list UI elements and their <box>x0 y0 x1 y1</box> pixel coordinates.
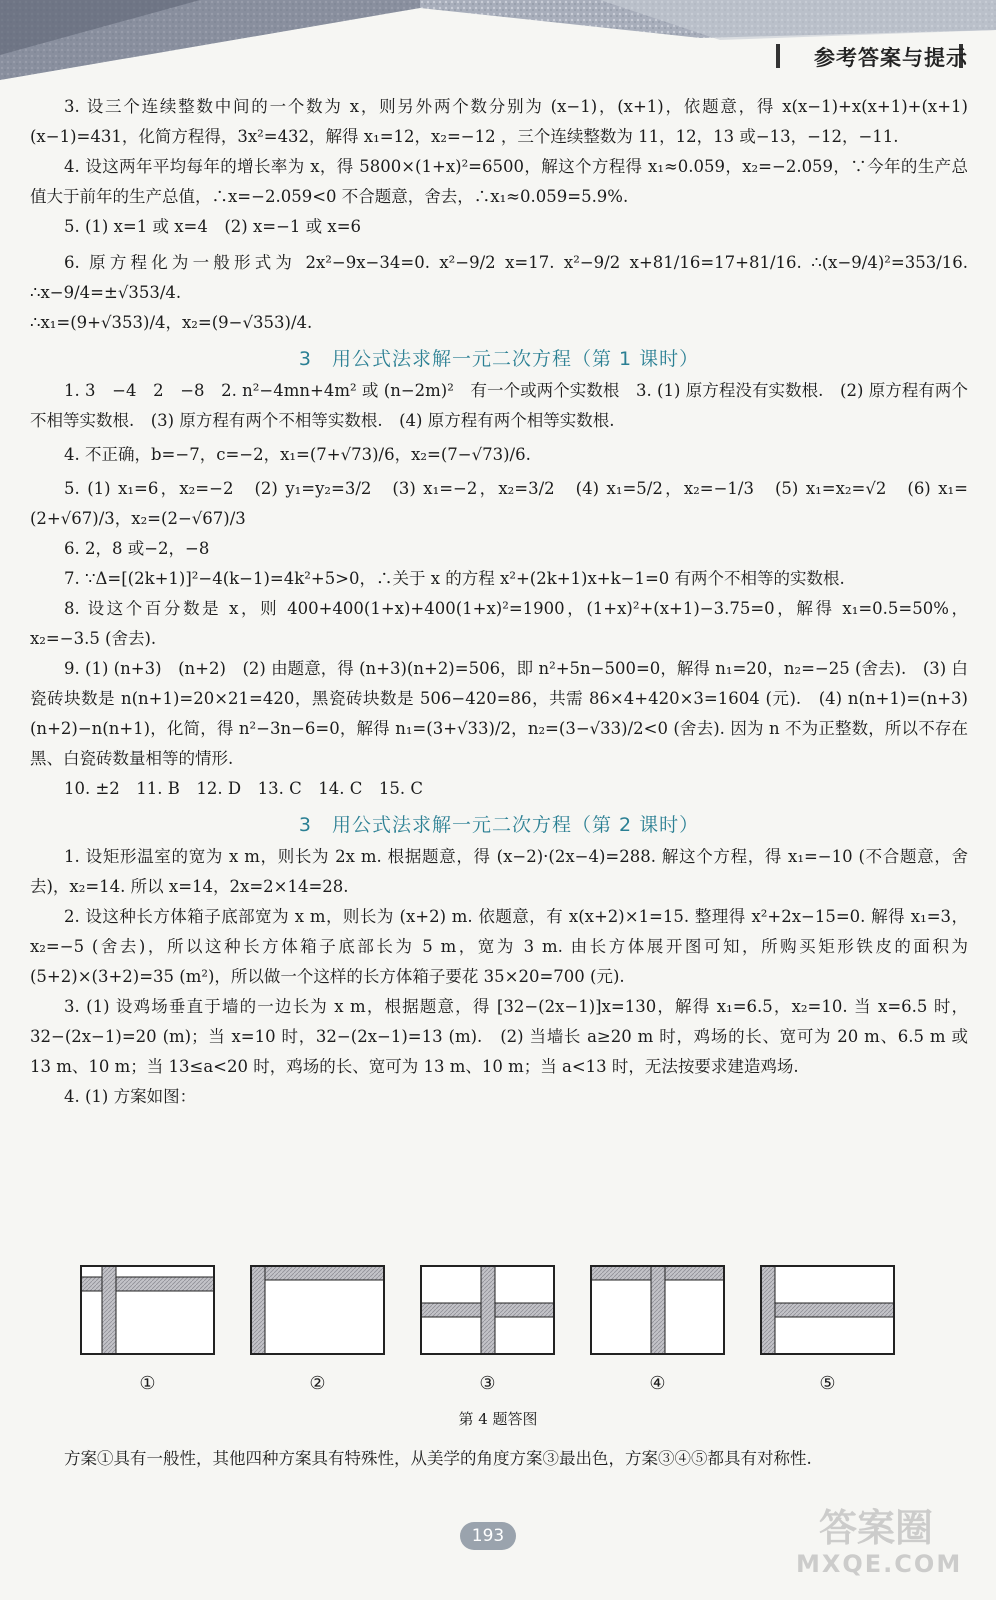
section-title-lesson-2: 3 用公式法求解一元二次方程（第 2 课时） <box>298 814 700 836</box>
s1-answer-10-15: 10. ±2 11. B 12. D 13. C 14. C 15. C <box>64 779 423 798</box>
page-number: 193 <box>460 1522 516 1550</box>
s1-answer-9: 9. (1) (n+3) (n+2) (2) 由题意，得 (n+3)(n+2)=506，即 n²+5n−500=0，解得 n₁=20，n₂=−25 (舍去). (3) 白瓷砖块数是 n(n+1)=20×21=420，黑瓷砖块数是 506−420=86，共需 86×4+420×3=1604 (元). (4) n(n+1)=(n+3)(n+2)−n(n+1)，化简，得 n²−3n−6=0，解得 n₁=(3+√33)/2，n₂=(3−√33)/2<0 (舍去). 因为 n 不为正整数，所以不存在黑、白瓷砖数量相等的情形. <box>30 659 968 768</box>
figure-caption: 第 4 题答图 <box>458 1410 538 1428</box>
s1-answer-7: 7. ∵Δ=[(2k+1)]²−4(k−1)=4k²+5>0，∴关于 x 的方程 x²+(2k+1)x+k−1=0 有两个不相等的实数根. <box>64 569 845 588</box>
scheme-figure-3 <box>420 1265 555 1355</box>
scheme-figure-4 <box>590 1265 725 1355</box>
scheme-label-1: ① <box>139 1373 156 1394</box>
header-bar-left <box>776 44 780 68</box>
answer-3: 3. 设三个连续整数中间的一个数为 x，则另外两个数分别为 (x−1)，(x+1)，依题意，得 x(x−1)+x(x+1)+(x+1)(x−1)=431，化简方程得，3x²=432，解得 x₁=12，x₂=−12 ，三个连续整数为 11，12，13 或−13，−12，−11. <box>30 97 968 146</box>
s1-answer-5: 5. (1) x₁=6，x₂=−2 (2) y₁=y₂=3/2 (3) x₁=−2，x₂=3/2 (4) x₁=5/2，x₂=−1/3 (5) x₁=x₂=√2 (6) x₁=(2+√67)/3，x₂=(2−√67)/3 <box>30 479 968 528</box>
scheme-figure-5 <box>760 1265 895 1355</box>
watermark-line-2: MXQE.COM <box>796 1550 963 1578</box>
s2-answer-1: 1. 设矩形温室的宽为 x m，则长为 2x m. 根据题意，得 (x−2)·(2x−4)=288. 解这个方程，得 x₁=−10 (不合题意，舍去)，x₂=14. 所以 x=14，2x=2×14=28. <box>30 847 968 896</box>
answer-content <box>30 92 968 1112</box>
s2-answer-2: 2. 设这种长方体箱子底部宽为 x m，则长为 (x+2) m. 依题意，有 x(x+2)×1=15. 整理得 x²+2x−15=0. 解得 x₁=3，x₂=−5 (舍去)，所以这种长方体箱子底部长为 5 m，宽为 3 m. 由长方体展开图可知，所购买矩形铁皮的面积为 (5+2)×(3+2)=35 (m²)，所以做一个这样的长方体箱子要花 35×20=700 (元). <box>30 907 968 986</box>
s1-answer-4: 4. 不正确，b=−7，c=−2，x₁=(7+√73)/6，x₂=(7−√73)/6. <box>64 445 531 464</box>
s2-answer-3: 3. (1) 设鸡场垂直于墙的一边长为 x m，根据题意，得 [32−(2x−1)]x=130，解得 x₁=6.5，x₂=10. 当 x=6.5 时，32−(2x−1)=20 (m)；当 x=10 时，32−(2x−1)=13 (m). (2) 当墙长 a≥20 m 时，鸡场的长、宽可为 20 m、6.5 m 或 13 m、10 m；当 13≤a<20 时，鸡场的长、宽可为 13 m、10 m；当 a<13 时，无法按要求建造鸡场. <box>30 997 968 1076</box>
s1-answer-1-3: 1. 3 −4 2 −8 2. n²−4mn+4m² 或 (n−2m)² 有一个或两个实数根 3. (1) 原方程没有实数根. (2) 原方程有两个不相等实数根. (3) 原方程有两个不相等实数根. (4) 原方程有两个相等实数根. <box>30 381 968 430</box>
answer-4: 4. 设这两年平均每年的增长率为 x，得 5800×(1+x)²=6500，解这个方程得 x₁≈0.059，x₂=−2.059，∵今年的生产总值大于前年的生产总值，∴x=−2.059<0 不合题意，舍去，∴x₁≈0.059=5.9%. <box>30 157 968 206</box>
watermark-line-1: 答案圈 <box>818 1506 933 1550</box>
scheme-label-5: ⑤ <box>819 1373 836 1394</box>
answer-5: 5. (1) x=1 或 x=4 (2) x=−1 或 x=6 <box>64 217 362 236</box>
s2-answer-4: 4. (1) 方案如图： <box>64 1087 197 1106</box>
scheme-figure-2 <box>250 1265 385 1355</box>
scheme-figure-1 <box>80 1265 215 1355</box>
scheme-conclusion: 方案①具有一般性，其他四种方案具有特殊性，从美学的角度方案③最出色，方案③④⑤都具有对称性. <box>64 1449 812 1468</box>
scheme-figures <box>80 1265 900 1395</box>
answer-6: 6. 原方程化为一般形式为 2x²−9x−34=0. x²−9/2 x=17. x²−9/2 x+81/16=17+81/16. ∴(x−9/4)²=353/16. ∴x−9/4=±√353/4. <box>30 253 968 302</box>
header-title: 参考答案与提示 <box>814 46 968 70</box>
section-title-lesson-1: 3 用公式法求解一元二次方程（第 1 课时） <box>298 348 700 370</box>
s1-answer-6: 6. 2，8 或−2，−8 <box>64 539 210 558</box>
watermark-logo <box>796 1506 963 1586</box>
scheme-label-3: ③ <box>479 1373 496 1394</box>
scheme-label-2: ② <box>309 1373 326 1394</box>
s1-answer-8: 8. 设这个百分数是 x，则 400+400(1+x)+400(1+x)²=1900，(1+x)²+(x+1)−3.75=0，解得 x₁=0.5=50%，x₂=−3.5 (舍去). <box>30 599 968 648</box>
answer-6-roots: ∴x₁=(9+√353)/4，x₂=(9−√353)/4. <box>30 313 313 332</box>
scheme-label-4: ④ <box>649 1373 666 1394</box>
